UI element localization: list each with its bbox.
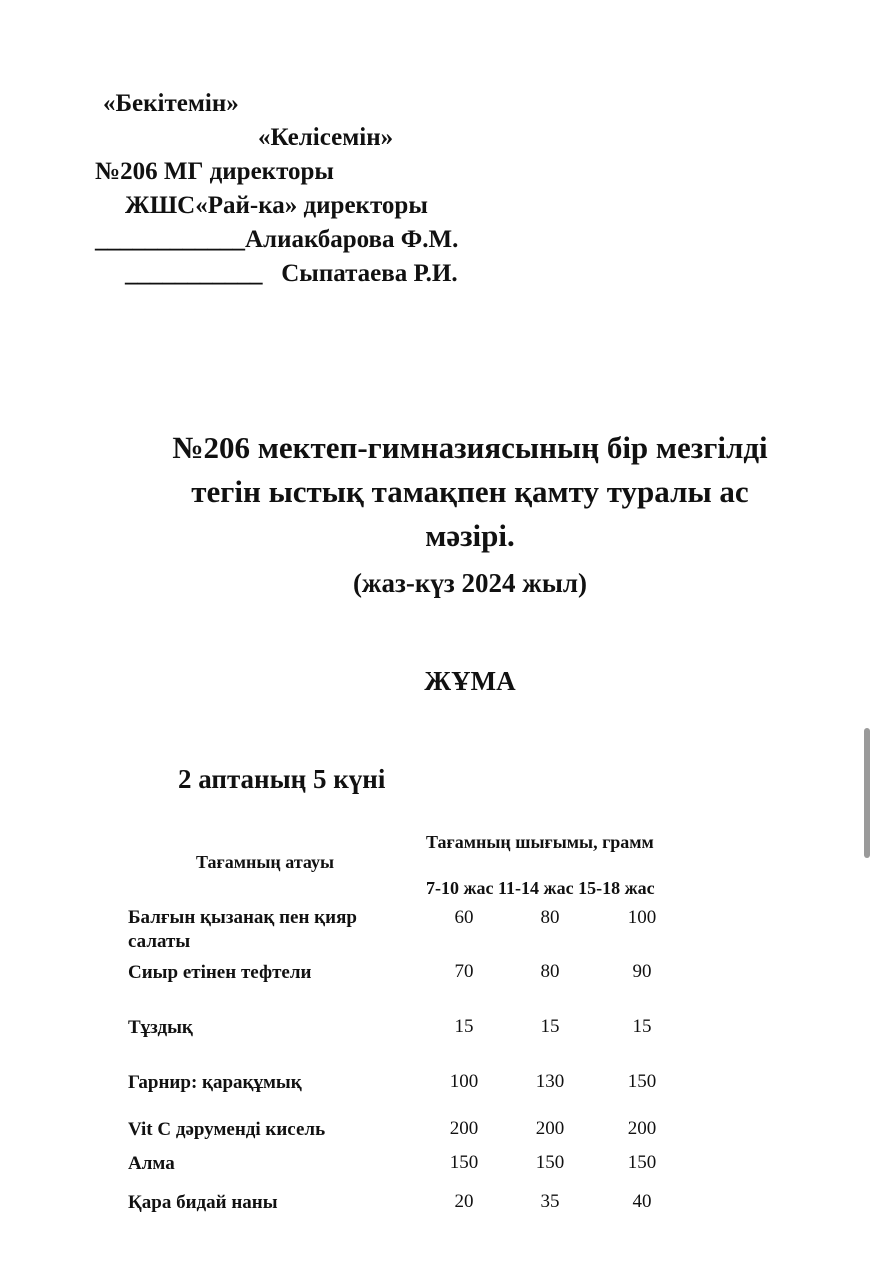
table-cell: 35 (540, 1191, 560, 1212)
table-cell: 80 (540, 961, 560, 982)
title-line-2: тегін ыстық тамақпен қамту туралы ас (191, 474, 749, 509)
company-director-label: ЖШС«Рай-ка» директоры (125, 192, 428, 219)
signature-line-1: ____________Алиакбарова Ф.М. (95, 226, 459, 253)
table-cell: 200 (449, 1118, 479, 1139)
week-heading: 2 аптаның 5 күні (178, 764, 386, 794)
table-cell: 200 (535, 1118, 565, 1139)
vertical-scrollbar[interactable] (864, 728, 870, 858)
table-row-name: Vit C дәруменді кисель (128, 1119, 326, 1140)
table-cell: 200 (627, 1118, 657, 1139)
table-cell: 15 (540, 1016, 560, 1037)
table-cell: 150 (449, 1152, 479, 1173)
table-cell: 90 (632, 961, 652, 982)
signature-line-2: ___________ Сыпатаева Р.И. (125, 260, 458, 287)
table-cell: 150 (627, 1071, 657, 1092)
table-cell: 130 (535, 1071, 565, 1092)
table-cell: 80 (540, 907, 560, 928)
subtitle: (жаз-күз 2024 жыл) (352, 568, 588, 598)
day-heading: ЖҰМА (424, 666, 516, 696)
agree-label: «Келісемін» (258, 124, 394, 151)
table-row-name: Гарнир: қарақұмық (128, 1072, 302, 1093)
dish-name-header: Тағамның атауы (196, 852, 335, 872)
table-cell: 100 (627, 907, 657, 928)
approve-label: «Бекітемін» (103, 90, 239, 117)
table-cell: 60 (454, 907, 474, 928)
table-cell: 20 (454, 1191, 474, 1212)
table-row-name: Қара бидай наны (128, 1192, 278, 1213)
table-row-name: Тұздық (128, 1017, 193, 1038)
table-cell: 40 (632, 1191, 652, 1212)
table-cell: 150 (627, 1152, 657, 1173)
school-director-label: №206 МГ директоры (95, 158, 334, 185)
table-row-name: Сиыр етінен тефтели (128, 962, 312, 983)
table-row-name: Балғын қызанақ пен қияр салаты (128, 907, 357, 952)
yield-header: Тағамның шығымы, грамм (426, 832, 654, 852)
table-row-name: Алма (128, 1153, 175, 1174)
table-cell: 100 (449, 1071, 479, 1092)
table-cell: 70 (454, 961, 474, 982)
title-line-3: мәзірі. (425, 518, 515, 553)
table-cell: 15 (454, 1016, 474, 1037)
age-groups-header: 7-10 жас 11-14 жас 15-18 жас (426, 878, 655, 898)
table-cell: 150 (535, 1152, 565, 1173)
title-line-1: №206 мектеп-гимназиясының бір мезгілді (172, 430, 768, 465)
table-cell: 15 (632, 1016, 652, 1037)
